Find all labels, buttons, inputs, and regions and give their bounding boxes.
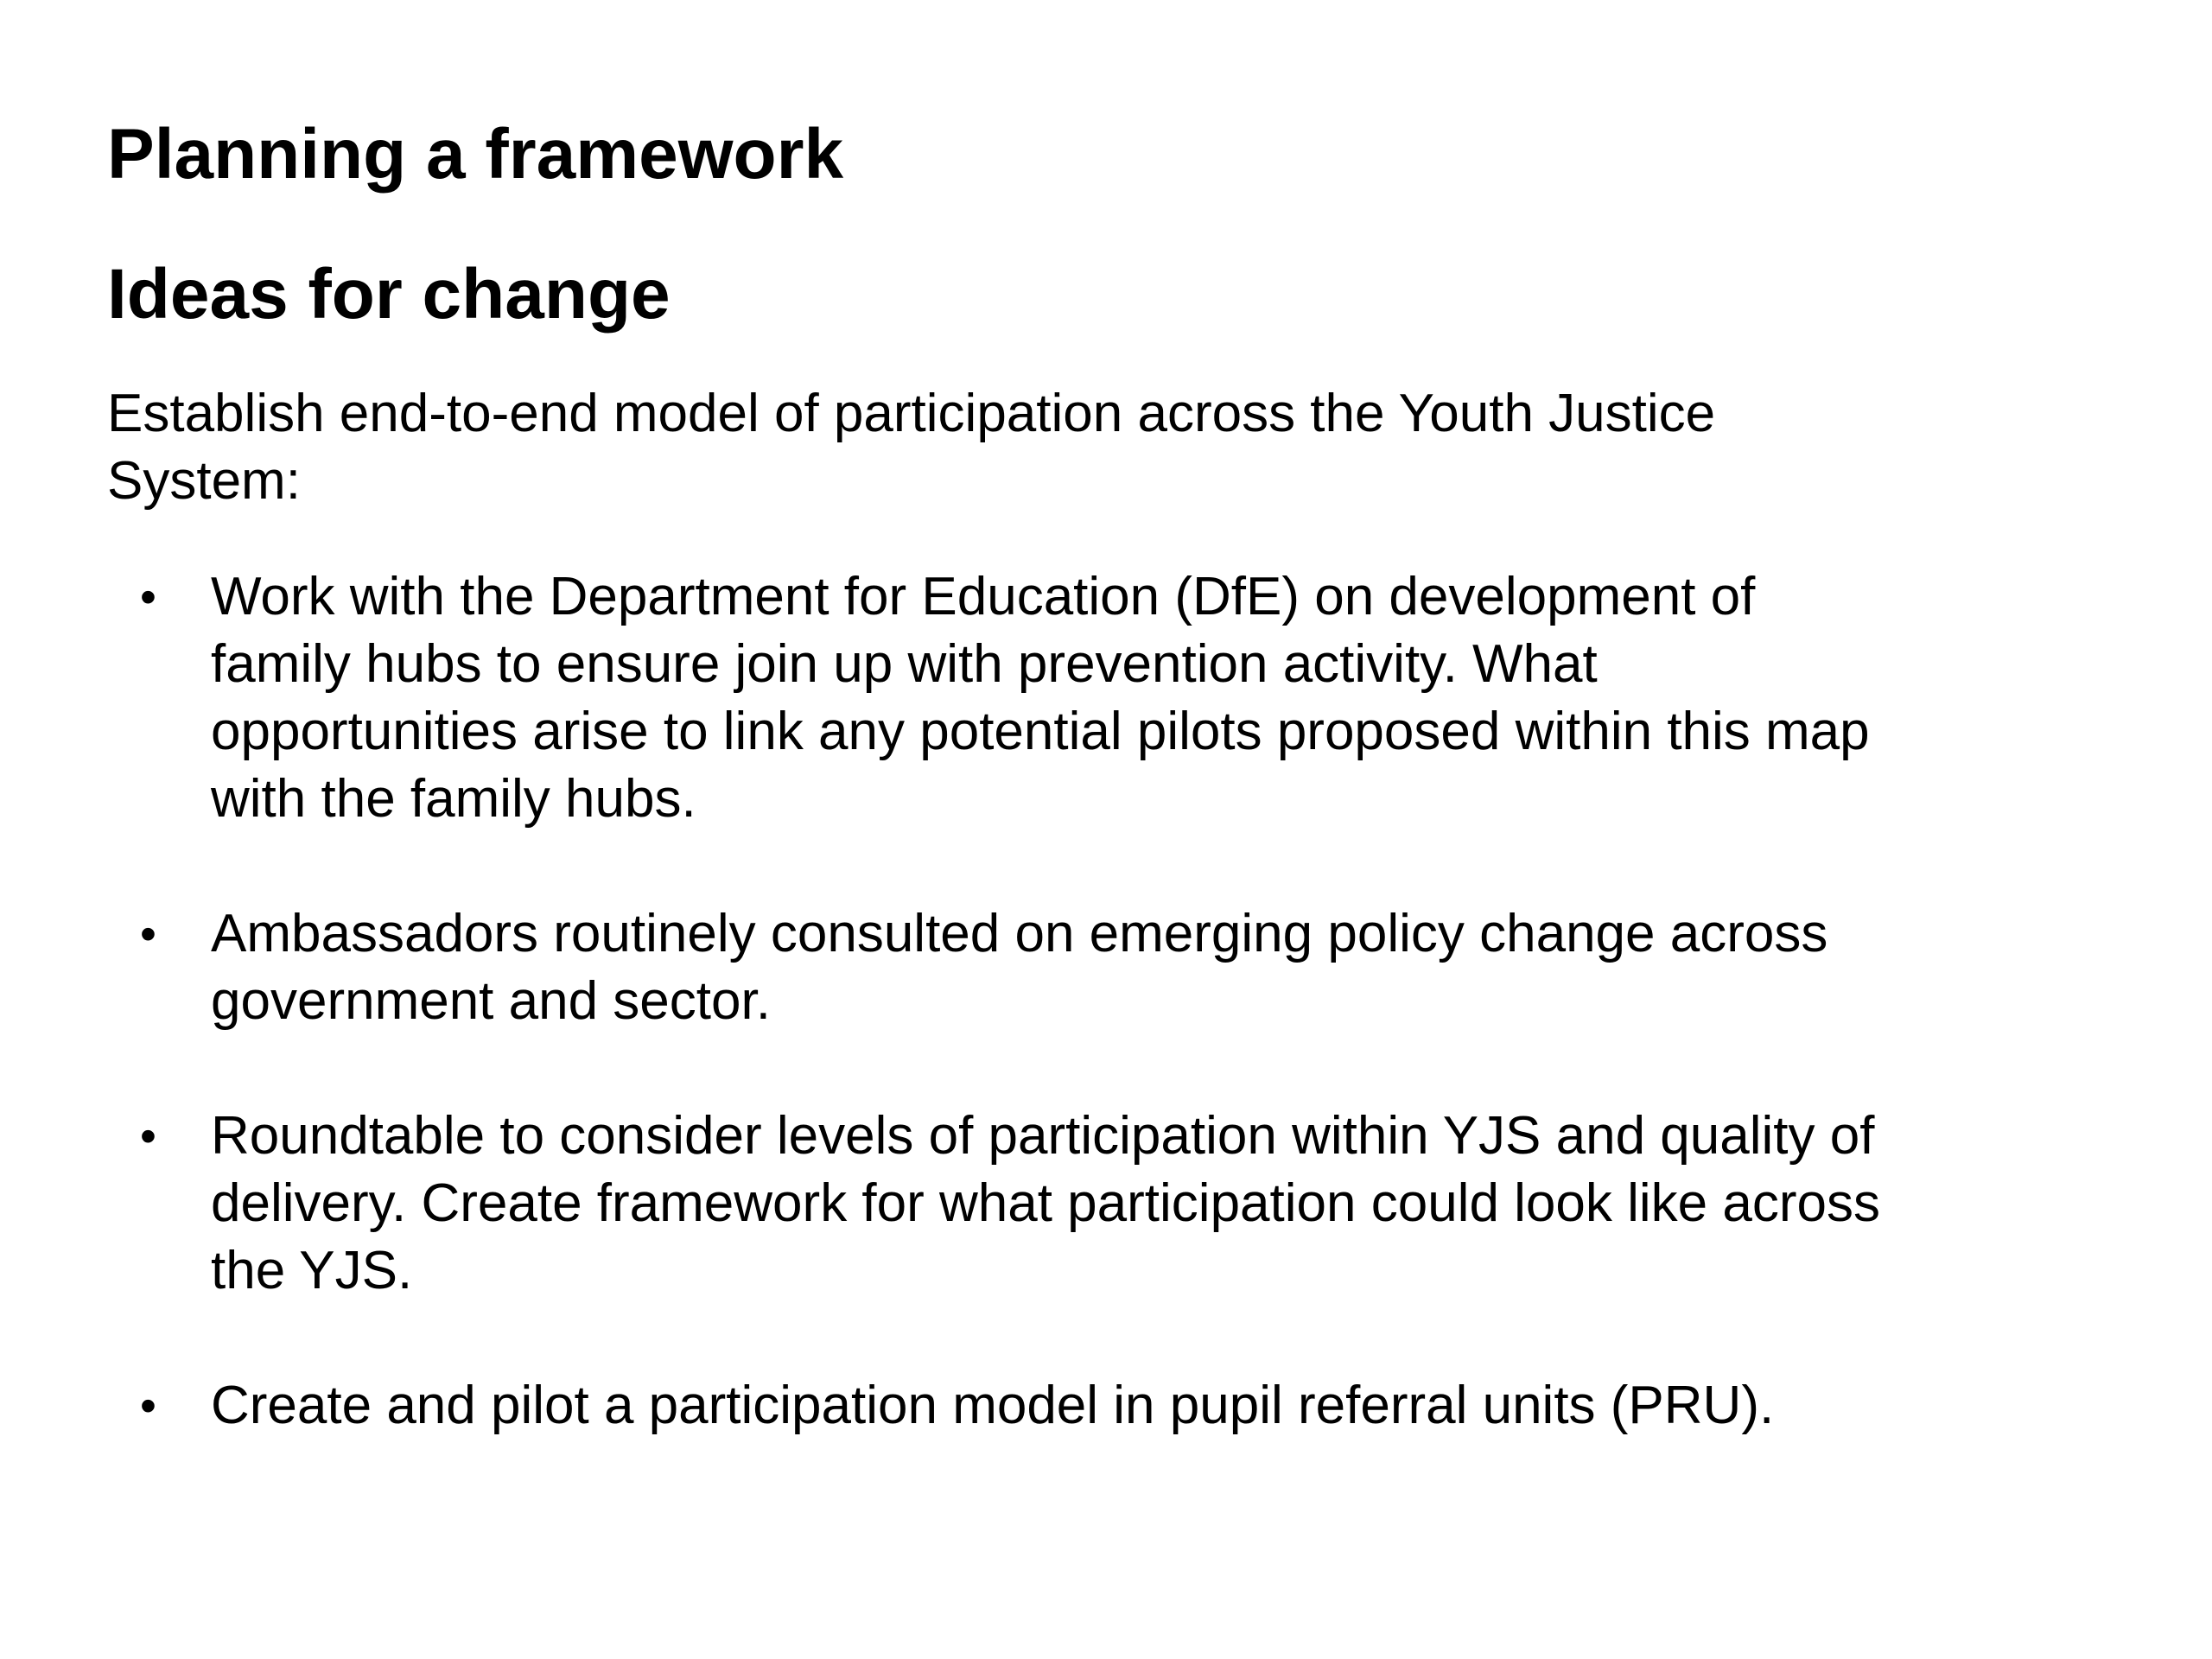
- list-item: [107, 563, 1904, 833]
- list-item-text: Roundtable to consider levels of participation within YJS and quality of delivery. Create framework for what participation could look like across the YJS.: [211, 1106, 1880, 1300]
- bullet-icon: •: [140, 1110, 156, 1162]
- page-title: Planning a framework: [107, 115, 844, 194]
- list-item-text: Create and pilot a participation model in pupil referral units (PRU).: [211, 1376, 1775, 1435]
- list-item: [107, 900, 1904, 1035]
- bullet-icon: •: [140, 1380, 156, 1432]
- bullet-list: [107, 563, 1904, 1440]
- list-item: [107, 1372, 1904, 1440]
- list-item-text: Work with the Department for Education (DfE) on development of family hubs to ensure join up with prevention activity. What opportunities arise to link any potential pilots proposed within this map with the family hubs.: [211, 567, 1870, 829]
- bullet-icon: •: [140, 908, 156, 960]
- list-item: [107, 1103, 1904, 1305]
- intro-paragraph: Establish end-to-end model of participation across the Youth Justice System:: [107, 384, 1716, 511]
- bullet-icon: •: [140, 571, 156, 623]
- section-heading: Ideas for change: [107, 255, 671, 334]
- list-item-text: Ambassadors routinely consulted on emerging policy change across government and sector.: [211, 904, 1828, 1031]
